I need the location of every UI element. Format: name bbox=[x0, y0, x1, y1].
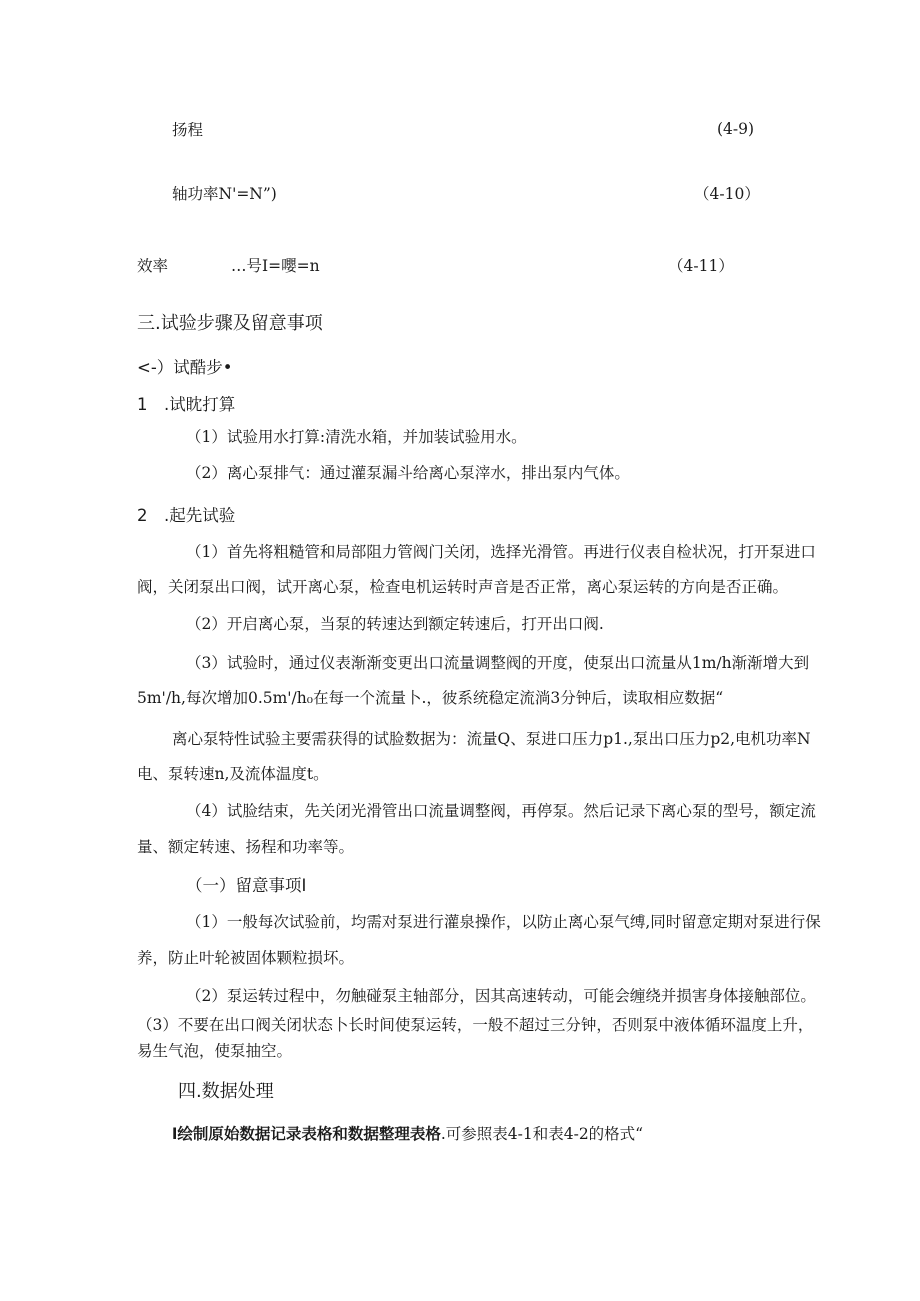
formula-efficiency-label: 效率 bbox=[137, 257, 169, 275]
section-4-item-1-bold: l绘制原始数据记录表格和数据整理表格 bbox=[172, 1125, 441, 1143]
step-2-paragraph: 电、泵转速n,及流体温度t。 bbox=[137, 765, 329, 783]
equation-number: （4-10） bbox=[694, 185, 760, 203]
section-4-title: 四.数据处理 bbox=[178, 1081, 274, 1102]
formula-efficiency-expr: …号I=嚶=n bbox=[231, 257, 320, 275]
section-4-item-1 bbox=[172, 1127, 643, 1143]
note-paragraph: 养，防止叶轮被固体颗粒损坏。 bbox=[137, 949, 355, 967]
equation-number: （4-11） bbox=[668, 257, 734, 275]
note-paragraph: （2）泵运转过程中，勿触碰泵主轴部分，因其高速转动，可能会缠绕并损害身体接触部位。 bbox=[186, 987, 816, 1005]
step-2-paragraph: 量、额定转速、扬程和功率等。 bbox=[137, 838, 355, 856]
notes-title: （一）留意事项I bbox=[186, 876, 307, 895]
note-paragraph: 易生气泡，使泵抽空。 bbox=[137, 1042, 293, 1060]
step-2-paragraph: （2）开启离心泵，当泵的转速达到额定转速后，打开出口阀. bbox=[186, 615, 604, 633]
formula-shaft-power-label: 轴功率N'=N”) bbox=[172, 185, 277, 203]
step-2-paragraph: 离心泵特性试验主要需获得的试脸数据为：流量Q、泵进口压力p1.,泵出口压力p2,电机功率N bbox=[172, 730, 811, 748]
section-3-title: 三.试验步骤及留意事项 bbox=[137, 313, 323, 334]
step-2-paragraph: 阀，关闭泵出口阀，试开离心泵，检查电机运转时声音是否正常，离心泵运转的方向是否正确。 bbox=[137, 578, 789, 596]
equation-number: (4-9) bbox=[717, 120, 755, 138]
step-1-item: （2）离心泵排气：通过灌泵漏斗给离心泵滓水，排出泵内气体。 bbox=[186, 464, 630, 482]
step-2-paragraph: 5m'/h,每次增加0.5m'/h₀在每一个流量卜.，彼系统稳定流淌3分钟后，读取相应数据“ bbox=[137, 689, 724, 707]
formula-head-label: 扬程 bbox=[172, 121, 204, 139]
step-2-paragraph: （4）试脸结束，先关闭光滑管出口流量调整阀，再停泵。然后记录下离心泵的型号，额定流 bbox=[186, 802, 816, 820]
step-2-paragraph: （1）首先将粗糙管和局部阻力管阀门关闭，选择光滑管。再进行仪表自检状况，打开泵进口 bbox=[186, 543, 816, 561]
step-1-title: 1 .试眈打算 bbox=[137, 395, 236, 414]
note-paragraph: （1）一般每次试验前，均需对泵进行灌泉操作，以防止离心泵气缚,同时留意定期对泵进行保 bbox=[186, 913, 821, 931]
step-1-item: （1）试验用水打算:清洗水箱，并加装试验用水。 bbox=[186, 428, 527, 446]
section-4-item-1-rest: .可参照表4-1和表4-2的格式“ bbox=[440, 1125, 644, 1143]
step-2-paragraph: （3）试验时，通过仪表渐渐变更出口流量调整阀的开度，使泵出口流量从1m∕h渐渐增大到 bbox=[186, 654, 810, 672]
note-paragraph: （3）不要在出口阀关闭状态卜长时间使泵运转，一般不超过三分钟，否则泵中液体循环温度上升， bbox=[137, 1016, 814, 1034]
subsection-steps-title: <-）试酷步• bbox=[137, 358, 233, 377]
step-2-title: 2 .起先试验 bbox=[137, 506, 236, 525]
